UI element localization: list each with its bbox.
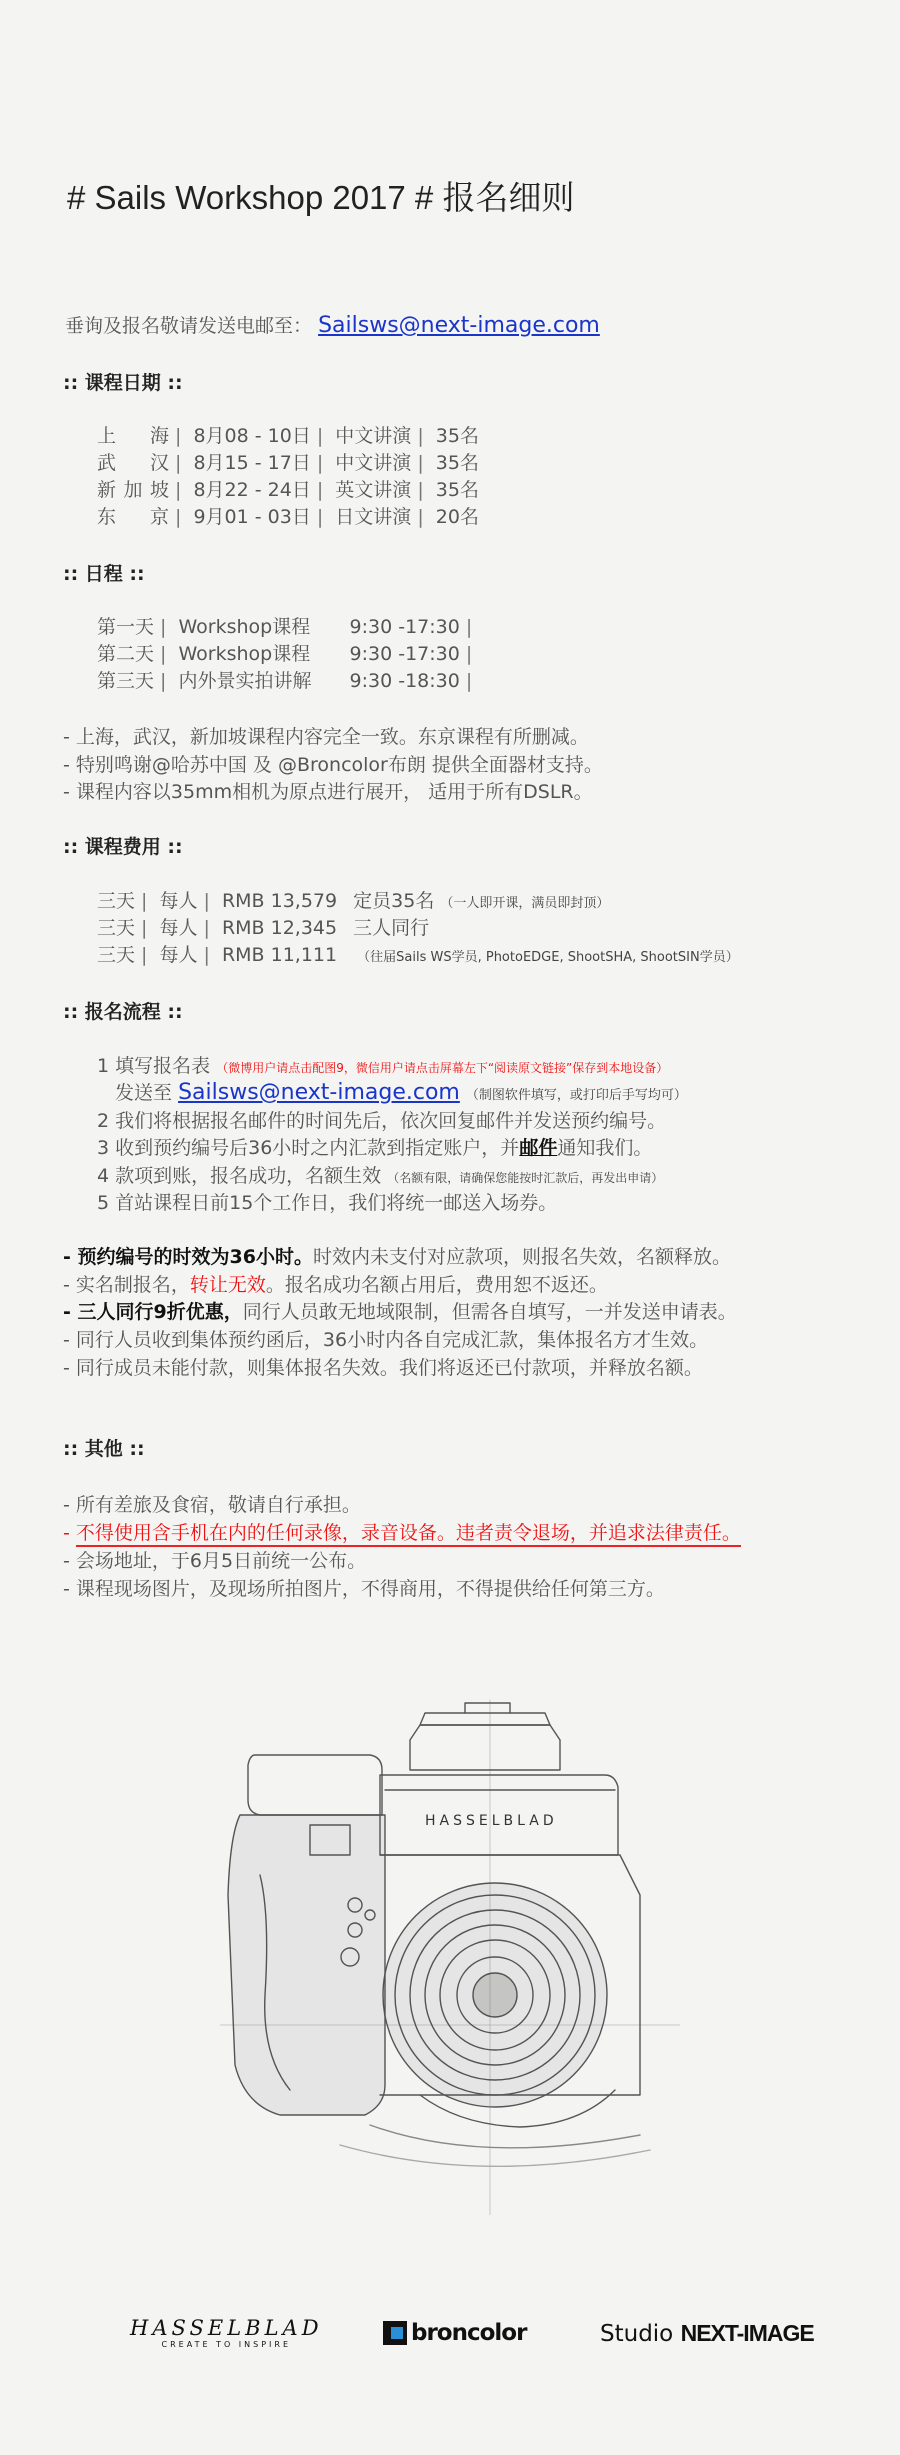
process-step-3 xyxy=(97,1133,652,1160)
rule-2-red: 转让无效 xyxy=(189,1274,266,1296)
rule-4: - 同行人员收到集体预约函后，36小时内各自完成汇款，集体报名方才生效。 xyxy=(63,1329,709,1351)
broncolor-logo xyxy=(383,2320,526,2346)
process-step-1-note: （微博用户请点击配图9，微信用户请点击屏幕左下“阅读原文链接”保存到本地设备） xyxy=(216,1061,669,1075)
schedule-row: 第二天 | Workshop课程 9:30 -17:30 | xyxy=(97,639,478,666)
date-city: 上海 xyxy=(97,425,169,447)
other-heading: :: 其他 :: xyxy=(63,1438,145,1460)
date-row: 上海 | 8月08 - 10日 | 中文讲演 | 35名 xyxy=(97,421,479,448)
date-language: 中文讲演 xyxy=(335,452,412,474)
process-step-1-text: 1 填写报名表 xyxy=(97,1055,211,1077)
process-step-4-note: （名额有限，请确保您能按时汇款后，再发出申请） xyxy=(387,1171,664,1185)
rule-1-rest: 时效内未支付对应款项，则报名失效，名额释放。 xyxy=(312,1246,731,1268)
date-range: 8月15 - 17日 xyxy=(193,452,311,474)
schedule-topic: Workshop课程 xyxy=(178,643,311,665)
fees-heading: :: 课程费用 :: xyxy=(63,836,183,858)
date-city: 东京 xyxy=(97,506,169,528)
schedule-note: - 上海，武汉，新加坡课程内容完全一致。东京课程有所删减。 xyxy=(63,726,589,748)
fee-row: 三天 | 每人 | RMB 13,579 定员35名 （一人即开课，满员即封顶） xyxy=(97,890,610,912)
hasselblad-tagline: CREATE TO INSPIRE xyxy=(161,2340,292,2349)
rule-3-rest: 同行人员敢无地域限制，但需各自填写，一并发送申请表。 xyxy=(242,1301,737,1323)
rule-1-bold: - 预约编号的时效为36小时。 xyxy=(63,1246,313,1268)
rule-3 xyxy=(63,1297,737,1324)
process-send-to: 发送至 xyxy=(115,1082,173,1104)
schedule-day: 第三天 xyxy=(97,670,155,692)
fee-desc: 定员35名 xyxy=(353,890,435,912)
fee-price: RMB 12,345 xyxy=(221,917,338,939)
other-3: - 会场地址，于6月5日前统一公布。 xyxy=(63,1550,367,1572)
fee-note: （往届Sails WS学员, PhotoEDGE, ShootSHA, ShootSIN学员） xyxy=(357,950,739,965)
fee-per: 每人 xyxy=(159,917,198,939)
rule-5: - 同行成员未能付款，则集体报名失效。我们将返还已付款项，并释放名额。 xyxy=(63,1357,703,1379)
fee-note: （一人即开课，满员即封顶） xyxy=(440,896,610,911)
fee-row: 三天 | 每人 | RMB 12,345 三人同行 xyxy=(97,917,430,939)
broncolor-wordmark: broncolor xyxy=(411,2320,527,2346)
broncolor-mark-icon xyxy=(383,2321,407,2345)
date-seats: 35名 xyxy=(435,425,479,447)
process-heading: :: 报名流程 :: xyxy=(63,1001,183,1023)
date-row: 新加坡 | 8月22 - 24日 | 英文讲演 | 35名 xyxy=(97,475,479,502)
schedule-row: 第三天 | 内外景实拍讲解 9:30 -18:30 | xyxy=(97,666,478,693)
rule-2-a: - 实名制报名， xyxy=(63,1274,190,1296)
schedule-note: - 课程内容以35mm相机为原点进行展开， 适用于所有DSLR。 xyxy=(63,781,593,803)
fee-row: 三天 | 每人 | RMB 11,111 （往届Sails WS学员, PhotoEDGE, ShootSHA, ShootSIN学员） xyxy=(97,944,739,966)
date-row: 武汉 | 8月15 - 17日 | 中文讲演 | 35名 xyxy=(97,448,479,475)
schedule-day: 第二天 xyxy=(97,643,155,665)
contact-line xyxy=(65,311,600,338)
process-step-1b xyxy=(115,1078,687,1105)
schedule-note: - 特别鸣谢@哈苏中国 及 @Broncolor布朗 提供全面器材支持。 xyxy=(63,754,603,776)
date-seats: 35名 xyxy=(435,479,479,501)
date-seats: 20名 xyxy=(435,506,479,528)
process-step-1b-note: （制图软件填写，或打印后手写均可） xyxy=(465,1088,687,1103)
rule-2-b: 。报名成功名额占用后，费用恕不返还。 xyxy=(265,1274,608,1296)
fee-price: RMB 11,111 xyxy=(221,944,338,966)
process-step-3-c: 通知我们。 xyxy=(557,1137,653,1159)
date-range: 9月01 - 03日 xyxy=(193,506,311,528)
date-range: 8月22 - 24日 xyxy=(193,479,311,501)
schedule-time: 9:30 -18:30 xyxy=(349,670,460,692)
process-step-4 xyxy=(97,1161,663,1188)
process-step-2: 2 我们将根据报名邮件的时间先后，依次回复邮件并发送预约编号。 xyxy=(97,1110,667,1132)
studio-next-image-logo xyxy=(600,2320,814,2347)
process-step-3-mail: 邮件 xyxy=(519,1137,558,1159)
rule-2 xyxy=(63,1270,608,1297)
schedule-day: 第一天 xyxy=(97,616,155,638)
other-2-dash: - xyxy=(63,1522,76,1544)
process-step-3-a: 3 收到预约编号后36小时之内汇款到指定账户，并 xyxy=(97,1137,520,1159)
fee-days: 三天 xyxy=(97,917,136,939)
contact-prefix: 垂询及报名敬请发送电邮至： xyxy=(65,315,313,337)
schedule-heading: :: 日程 :: xyxy=(63,563,145,585)
studio-name: NEXT-IMAGE xyxy=(680,2320,814,2346)
date-seats: 35名 xyxy=(435,452,479,474)
date-language: 中文讲演 xyxy=(335,425,412,447)
process-step-1 xyxy=(97,1051,668,1078)
process-step-5: 5 首站课程日前15个工作日，我们将统一邮送入场券。 xyxy=(97,1192,558,1214)
date-city: 武汉 xyxy=(97,452,169,474)
schedule-row: 第一天 | Workshop课程 9:30 -17:30 | xyxy=(97,612,478,639)
date-language: 日文讲演 xyxy=(335,506,412,528)
hasselblad-logo xyxy=(130,2316,323,2349)
other-4: - 课程现场图片，及现场所拍图片，不得商用，不得提供给任何第三方。 xyxy=(63,1578,665,1600)
process-email-link[interactable]: Sailsws@next-image.com xyxy=(178,1080,460,1105)
fee-desc: 三人同行 xyxy=(353,917,430,939)
fee-price: RMB 13,579 xyxy=(221,890,338,912)
date-range: 8月08 - 10日 xyxy=(193,425,311,447)
fee-per: 每人 xyxy=(159,944,198,966)
contact-email-link[interactable]: Sailsws@next-image.com xyxy=(318,313,600,338)
schedule-time: 9:30 -17:30 xyxy=(349,616,460,638)
hasselblad-wordmark: HASSELBLAD xyxy=(130,2316,323,2340)
dates-heading: :: 课程日期 :: xyxy=(63,372,183,394)
schedule-topic: 内外景实拍讲解 xyxy=(178,670,312,692)
fee-days: 三天 xyxy=(97,890,136,912)
schedule-topic: Workshop课程 xyxy=(178,616,311,638)
studio-prefix: Studio xyxy=(600,2321,674,2347)
date-row: 东京 | 9月01 - 03日 | 日文讲演 | 20名 xyxy=(97,502,479,529)
date-city: 新加坡 xyxy=(97,479,169,501)
fee-per: 每人 xyxy=(159,890,198,912)
camera-sketch-illustration xyxy=(220,1695,680,2215)
process-step-4-text: 4 款项到账，报名成功，名额生效 xyxy=(97,1165,382,1187)
other-2 xyxy=(63,1518,741,1545)
page-title: # Sails Workshop 2017 # 报名细则 xyxy=(67,179,575,216)
rule-3-bold: - 三人同行9折优惠， xyxy=(63,1301,243,1323)
schedule-time: 9:30 -17:30 xyxy=(349,643,460,665)
other-2-red: 不得使用含手机在内的任何录像，录音设备。违者责令退场，并追求法律责任。 xyxy=(76,1522,741,1547)
other-1: - 所有差旅及食宿，敬请自行承担。 xyxy=(63,1494,361,1516)
date-language: 英文讲演 xyxy=(335,479,412,501)
fee-days: 三天 xyxy=(97,944,136,966)
rule-1 xyxy=(63,1242,731,1269)
camera-brand-text: HASSELBLAD xyxy=(425,1813,558,1829)
